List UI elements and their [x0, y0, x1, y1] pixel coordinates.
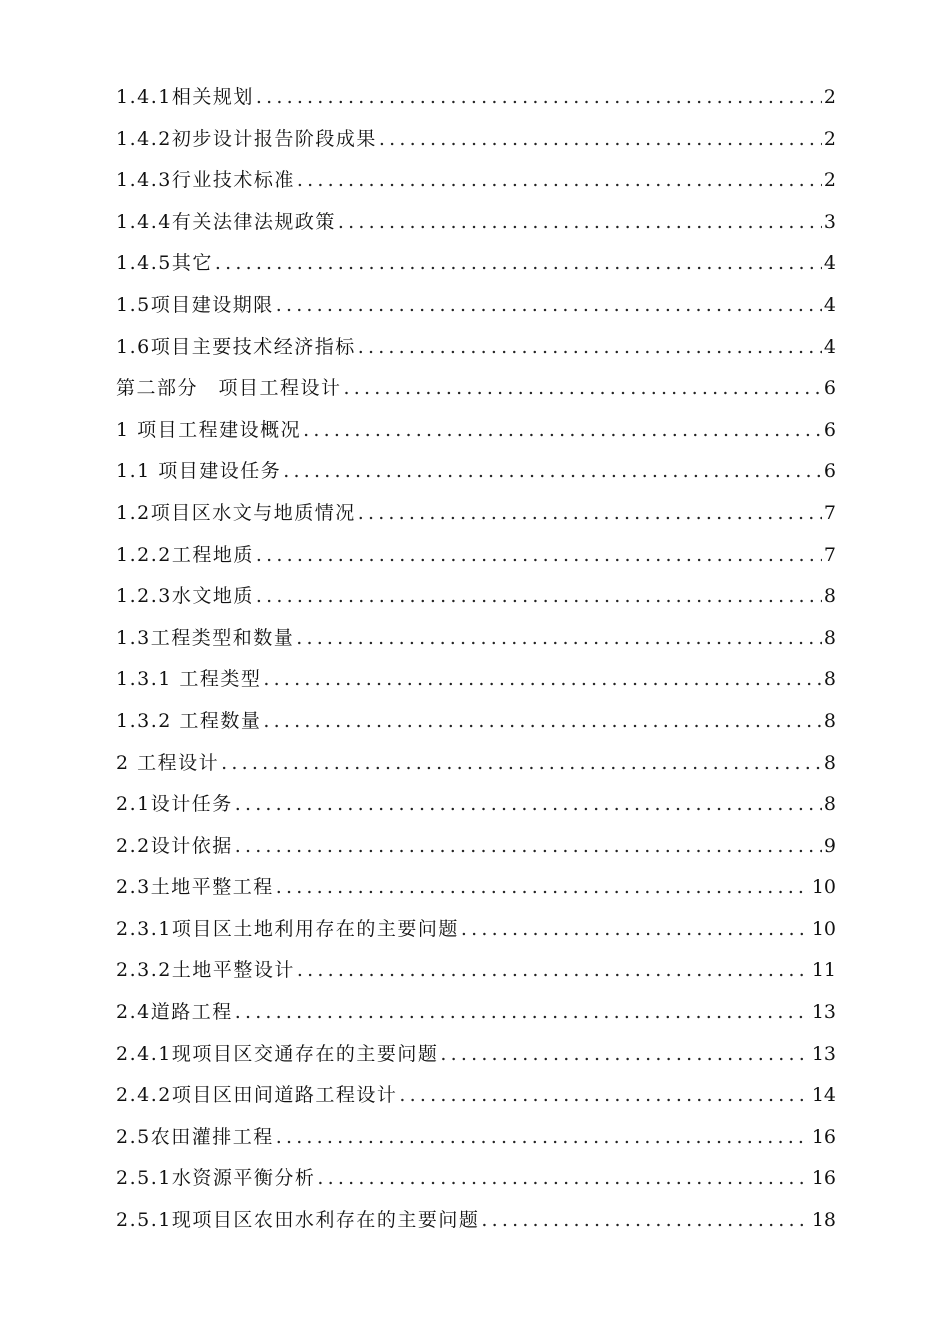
toc-leader-dots	[276, 1126, 810, 1148]
toc-entry-title: 1.4.3行业技术标准	[116, 169, 295, 192]
toc-entry-title: 2.4.2项目区田间道路工程设计	[116, 1084, 398, 1107]
toc-leader-dots	[303, 419, 822, 441]
toc-entry[interactable]	[116, 623, 836, 665]
toc-entry-title: 1.2.3水文地质	[116, 585, 254, 608]
toc-leader-dots	[440, 1043, 809, 1065]
toc-page-number: 8	[823, 626, 836, 649]
toc-page-number: 2	[823, 127, 836, 150]
toc-page-number: 10	[811, 876, 836, 899]
toc-leader-dots	[379, 128, 822, 150]
toc-page-number: 16	[811, 1167, 836, 1190]
toc-page-number: 2	[823, 169, 836, 192]
toc-entry[interactable]	[116, 82, 836, 124]
toc-leader-dots	[481, 1209, 809, 1231]
toc-entry-title: 2.3土地平整工程	[116, 876, 274, 899]
toc-page-number: 9	[823, 834, 836, 857]
toc-entry[interactable]	[116, 1080, 836, 1122]
toc-leader-dots	[215, 252, 822, 274]
toc-entry-title: 1.2.2工程地质	[116, 543, 254, 566]
toc-entry-title: 1.3工程类型和数量	[116, 626, 295, 649]
toc-entry-title: 1.3.1 工程类型	[116, 668, 262, 691]
toc-entry[interactable]	[116, 872, 836, 914]
toc-leader-dots	[399, 1084, 809, 1106]
toc-leader-dots	[297, 169, 822, 191]
toc-page-number: 2	[823, 86, 836, 108]
toc-entry[interactable]	[116, 706, 836, 748]
toc-page-number: 4	[823, 335, 836, 358]
toc-leader-dots	[297, 959, 810, 981]
toc-page-number: 13	[811, 1001, 836, 1024]
toc-entry-title: 2.4.1现项目区交通存在的主要问题	[116, 1042, 439, 1065]
toc-entry[interactable]	[116, 415, 836, 457]
toc-entry[interactable]	[116, 1205, 836, 1247]
toc-entry[interactable]	[116, 581, 836, 623]
toc-leader-dots	[358, 502, 822, 524]
table-of-contents	[116, 82, 836, 1247]
toc-leader-dots	[276, 294, 822, 316]
toc-entry-title: 1.1 项目建设任务	[116, 460, 282, 483]
toc-entry-title: 第二部分 项目工程设计	[116, 377, 342, 400]
toc-page-number: 8	[823, 793, 836, 816]
toc-entry-title: 1.2项目区水文与地质情况	[116, 501, 356, 524]
toc-entry[interactable]	[116, 914, 836, 956]
toc-entry-title: 1.4.2初步设计报告阶段成果	[116, 127, 377, 150]
toc-entry[interactable]	[116, 748, 836, 790]
toc-leader-dots	[235, 835, 822, 857]
toc-entry-title: 2 工程设计	[116, 751, 220, 774]
toc-entry[interactable]	[116, 373, 836, 415]
toc-leader-dots	[344, 377, 822, 399]
toc-leader-dots	[263, 668, 822, 690]
toc-entry-title: 1 项目工程建设概况	[116, 418, 302, 441]
toc-leader-dots	[221, 752, 822, 774]
toc-entry-title: 2.2设计依据	[116, 834, 233, 857]
toc-page-number: 10	[811, 917, 836, 940]
toc-entry[interactable]	[116, 1122, 836, 1164]
toc-entry[interactable]	[116, 1039, 836, 1081]
toc-leader-dots	[461, 918, 810, 940]
toc-entry-title: 2.3.2土地平整设计	[116, 959, 295, 982]
toc-entry[interactable]	[116, 498, 836, 540]
toc-entry[interactable]	[116, 789, 836, 831]
toc-entry-title: 1.3.2 工程数量	[116, 709, 262, 732]
toc-page-number: 16	[811, 1125, 836, 1148]
toc-entry[interactable]	[116, 955, 836, 997]
toc-entry[interactable]	[116, 1163, 836, 1205]
toc-leader-dots	[276, 876, 810, 898]
toc-entry-title: 2.3.1项目区土地利用存在的主要问题	[116, 917, 459, 940]
toc-leader-dots	[263, 710, 822, 732]
toc-leader-dots	[235, 793, 822, 815]
toc-leader-dots	[235, 1001, 810, 1023]
toc-page-number: 8	[823, 668, 836, 691]
toc-leader-dots	[338, 211, 822, 233]
toc-page-number: 3	[823, 210, 836, 233]
toc-page-number: 6	[823, 377, 836, 400]
toc-page-number: 14	[811, 1084, 836, 1107]
toc-page-number: 18	[811, 1209, 836, 1232]
toc-entry[interactable]	[116, 207, 836, 249]
toc-entry[interactable]	[116, 290, 836, 332]
toc-page-number: 4	[823, 293, 836, 316]
toc-page-number: 8	[823, 709, 836, 732]
toc-page-number: 13	[811, 1042, 836, 1065]
toc-entry[interactable]	[116, 997, 836, 1039]
toc-entry[interactable]	[116, 831, 836, 873]
toc-entry-title: 2.1设计任务	[116, 793, 233, 816]
toc-leader-dots	[358, 336, 822, 358]
toc-entry-title: 2.5.1现项目区农田水利存在的主要问题	[116, 1209, 480, 1232]
toc-leader-dots	[317, 1167, 809, 1189]
toc-entry[interactable]	[116, 540, 836, 582]
toc-page-number: 4	[823, 252, 836, 275]
toc-entry[interactable]	[116, 124, 836, 166]
toc-leader-dots	[296, 627, 822, 649]
toc-entry-title: 1.4.4有关法律法规政策	[116, 210, 336, 233]
toc-entry-title: 2.5.1水资源平衡分析	[116, 1167, 316, 1190]
toc-entry[interactable]	[116, 165, 836, 207]
toc-entry[interactable]	[116, 332, 836, 374]
toc-leader-dots	[256, 585, 822, 607]
toc-entry-title: 1.4.5其它	[116, 252, 213, 275]
toc-entry[interactable]	[116, 456, 836, 498]
toc-page-number: 7	[823, 543, 836, 566]
toc-entry-title: 2.4道路工程	[116, 1001, 233, 1024]
toc-entry-title: 1.4.1相关规划	[116, 86, 254, 108]
toc-leader-dots	[256, 86, 822, 108]
toc-page-number: 6	[823, 418, 836, 441]
toc-entry-title: 1.6项目主要技术经济指标	[116, 335, 356, 358]
toc-leader-dots	[283, 460, 822, 482]
toc-page-number: 8	[823, 585, 836, 608]
toc-entry-title: 1.5项目建设期限	[116, 293, 274, 316]
toc-page-number: 6	[823, 460, 836, 483]
toc-page-number: 8	[823, 751, 836, 774]
toc-entry[interactable]	[116, 248, 836, 290]
toc-leader-dots	[256, 544, 822, 566]
toc-page-number: 7	[823, 501, 836, 524]
toc-entry-title: 2.5农田灌排工程	[116, 1125, 274, 1148]
toc-page-number: 11	[811, 959, 836, 982]
toc-entry[interactable]	[116, 664, 836, 706]
